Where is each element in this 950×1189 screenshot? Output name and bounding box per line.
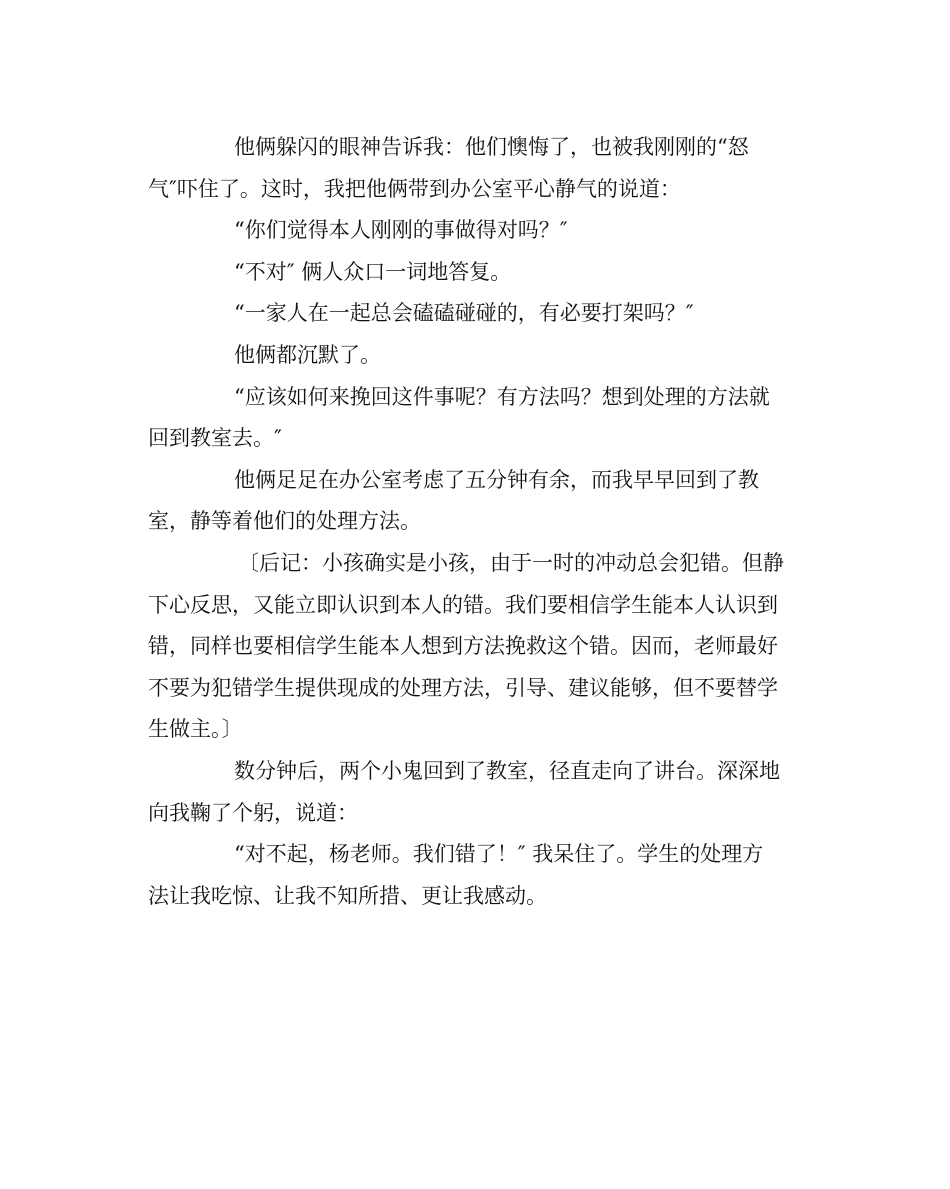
document-body: [148, 127, 808, 917]
paragraph-line: 他俩都沉默了。: [234, 342, 381, 367]
paragraph: [148, 377, 808, 460]
paragraph-line: 不要为犯错学生提供现成的处理方法，引导、建议能够，但不要替学: [148, 675, 778, 700]
paragraph: [148, 252, 808, 294]
paragraph-line: 向我鞠了个躬，说道：: [148, 800, 358, 825]
paragraph-line: “对不起，杨老师。我们错了！″ 我呆住了。学生的处理方: [234, 842, 764, 867]
postscript-paragraph: [148, 543, 808, 751]
paragraph: [148, 751, 808, 834]
paragraph-line: “你们觉得本人刚刚的事做得对吗？″: [234, 218, 568, 243]
paragraph-line: 法让我吃惊、让我不知所措、更让我感动。: [148, 883, 547, 908]
paragraph: [148, 335, 808, 377]
paragraph-line: 数分钟后，两个小鬼回到了教室，径直走向了讲台。深深地: [234, 758, 780, 783]
paragraph: [148, 127, 808, 210]
paragraph: [148, 834, 808, 917]
paragraph: [148, 460, 808, 543]
paragraph-line: “一家人在一起总会磕磕碰碰的，有必要打架吗？″: [234, 301, 694, 326]
paragraph: [148, 210, 808, 252]
paragraph-line: 他俩躲闪的眼神告诉我：他们懊悔了，也被我刚刚的“怒: [234, 135, 749, 159]
paragraph-line: 室，静等着他们的处理方法。: [148, 509, 421, 534]
paragraph-line: 回到教室去。″: [148, 426, 282, 451]
paragraph-line: 错，同样也要相信学生能本人想到方法挽救这个错。因而，老师最好: [148, 634, 778, 659]
paragraph-line: 他俩足足在办公室考虑了五分钟有余，而我早早回到了教: [234, 467, 759, 492]
paragraph: [148, 293, 808, 335]
paragraph-line: 生做主。〕: [148, 717, 243, 742]
paragraph-line: 〔后记：小孩确实是小孩，由于一时的冲动总会犯错。但静: [238, 550, 784, 575]
paragraph-line: “应该如何来挽回这件事呢？有方法吗？想到处理的方法就: [234, 384, 770, 409]
paragraph-line: “不对″ 俩人众口一词地答复。: [234, 259, 512, 284]
paragraph-line: 气″吓住了。这时，我把他俩带到办公室平心静气的说道：: [148, 176, 681, 201]
paragraph-line: 下心反思，又能立即认识到本人的错。我们要相信学生能本人认识到: [148, 592, 778, 617]
